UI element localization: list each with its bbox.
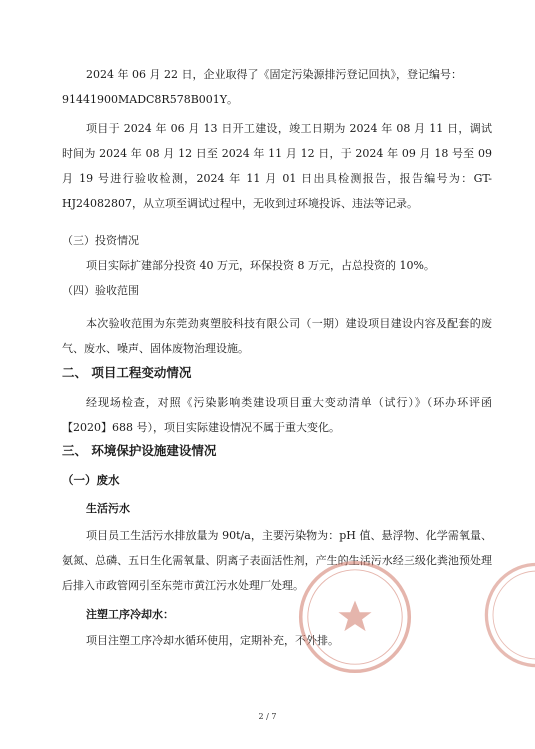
paragraph-cooling-water: 项目注塑工序冷却水循环使用，定期补充，不外排。 — [86, 634, 339, 647]
paragraph-registration-line2: 91441900MADC8R578B001Y。 — [62, 93, 239, 106]
partial-seal-icon — [482, 560, 535, 670]
paragraph-changes: 经现场检查，对照《污染影响类建设项目重大变动清单（试行）》（环办环评函【2020】688 号），项目实际建设情况不属于重大变化。 — [62, 396, 492, 434]
company-seal-icon — [296, 558, 414, 676]
subheading-investment: （三）投资情况 — [62, 234, 139, 247]
section-heading-env-facilities: 三、 环境保护设施建设情况 — [62, 443, 217, 458]
paragraph-acceptance-scope: 本次验收范围为东莞劲爽塑胶科技有限公司（一期）建设项目建设内容及配套的废气、废水、噪声、固体废物治理设施。 — [62, 317, 492, 355]
section-heading-changes: 二、 项目工程变动情况 — [62, 365, 192, 380]
subheading-acceptance-scope: （四）验收范围 — [62, 284, 139, 297]
paragraph-domestic-sewage: 项目员工生活污水排放量为 90t/a，主要污染物为：pH 值、悬浮物、化学需氧量、氨氮、总磷、五日生化需氧量、阴离子表面活性剂，产生的生活污水经三级化粪池预处理后排入市政管网引至东莞市黄江污水处理厂处理。 — [62, 529, 492, 592]
subheading-wastewater: （一）废水 — [62, 473, 120, 487]
heading-domestic-sewage: 生活污水 — [86, 502, 130, 515]
paragraph-registration-line1: 2024 年 06 月 22 日，企业取得了《固定污染源排污登记回执》，登记编号： — [86, 68, 462, 81]
paragraph-construction-timeline: 项目于 2024 年 06 月 13 日开工建设，竣工日期为 2024 年 08 月 11 日，调试时间为 2024 年 08 月 12 日至 2024 年 11 月 12 日，于 2024 年 09 月 18 号至 09 月 19 号进行验收检测，2024 年 11 月 01 日出具检测报告，报告编号为：GT-HJ24082807，从立项至调试过程中，无收到过环境投诉、违法等记录。 — [62, 122, 492, 210]
heading-cooling-water: 注塑工序冷却水： — [86, 608, 174, 621]
page-number: 2 / 7 — [258, 712, 277, 721]
paragraph-investment: 项目实际扩建部分投资 40 万元，环保投资 8 万元，占总投资的 10%。 — [86, 259, 435, 272]
